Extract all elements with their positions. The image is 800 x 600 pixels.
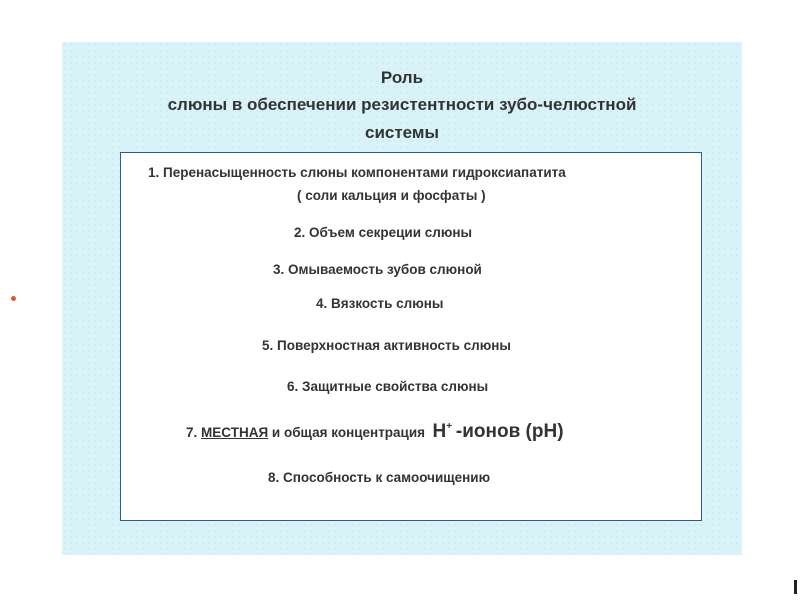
- decorative-dot: [11, 296, 16, 301]
- item-7-emphasis: МЕСТНАЯ: [201, 425, 269, 440]
- item-6: 6. Защитные свойства слюны: [287, 379, 489, 394]
- item-7-number: 7.: [186, 425, 198, 440]
- item-1-line2: ( соли кальция и фосфаты ): [297, 188, 486, 203]
- item-7-text: и общая концентрация: [271, 425, 426, 440]
- slide-title-line2: слюны в обеспечении резистентности зубо-челюстной: [167, 95, 637, 114]
- item-3: 3. Омываемость зубов слюной: [273, 262, 482, 277]
- item-7-sup: +: [446, 421, 453, 432]
- content-box: [120, 152, 702, 521]
- slide-title-line3: системы: [364, 123, 439, 142]
- edge-mark: [794, 580, 797, 594]
- item-2: 2. Объем секреции слюны: [294, 225, 473, 240]
- item-7-tail: -ионов (pH): [455, 421, 564, 442]
- slide-title-line1: Роль: [380, 68, 424, 87]
- item-7-ion: H: [432, 421, 447, 442]
- item-4: 4. Вязкость слюны: [316, 296, 444, 311]
- item-1-line1: 1. Перенасыщенность слюны компонентами гидроксиапатита: [148, 165, 566, 180]
- item-5: 5. Поверхностная активность слюны: [262, 338, 511, 353]
- item-8: 8. Способность к самоочищению: [268, 470, 491, 485]
- item-7: [186, 421, 564, 443]
